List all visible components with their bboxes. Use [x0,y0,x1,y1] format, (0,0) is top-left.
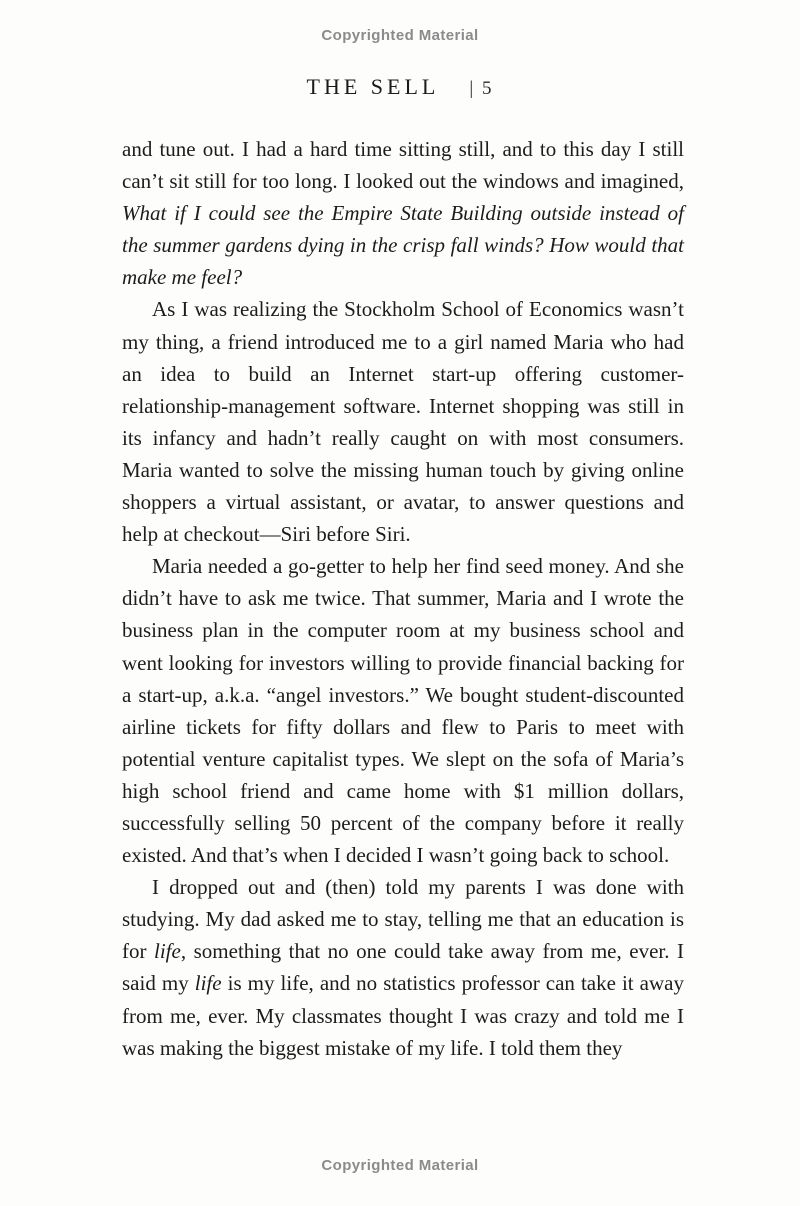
paragraph [122,871,684,1064]
paragraph [122,293,684,550]
italic-text-run: life [154,939,181,964]
page-number [469,78,493,99]
page-number-separator: | [469,78,476,99]
copyright-notice-top: Copyrighted Material [321,27,479,44]
running-header [0,74,800,100]
text-run: I dropped out and (then) told my parents I was done with studying. My dad asked me to stay, telling me that an education is for [122,875,684,964]
text-run: As I was realizing the Stockholm School of Economics wasn’t my thing, a friend introduced me to a girl named Maria who had an idea to build an Internet start-up offering customer-relationship-management software. Internet shopping was still in its infancy and hadn’t really caught on with most consumers. Maria wanted to solve the missing human touch by giving online shoppers a virtual assistant, or avatar, to answer questions and help at checkout—Siri before Siri. [122,297,684,547]
body-text [122,133,684,1064]
copyright-notice-bottom: Copyrighted Material [321,1157,479,1174]
text-run: , something that no one could take away from me, ever. I said my [122,939,684,996]
page-number-value: 5 [481,78,494,99]
chapter-title: THE SELL [306,74,440,99]
italic-text-run: What if I could see the Empire State Building outside instead of the summer gardens dying in the crisp fall winds? How would that make me feel? [122,201,684,290]
italic-text-run: life [194,971,222,996]
text-run: and tune out. I had a hard time sitting still, and to this day I still can’t sit still for too long. I looked out the windows and imagined, [122,137,684,194]
text-run: is my life, and no statistics professor can take it away from me, ever. My classmates thought I was crazy and told me I was making the biggest mistake of my life. I told them they [122,971,684,1060]
text-run: Maria needed a go-getter to help her find seed money. And she didn’t have to ask me twice. That summer, Maria and I wrote the business plan in the computer room at my business school and went looking for investors willing to provide financial backing for a start-up, a.k.a. “angel investors.” We bought student-discounted airline tickets for fifty dollars and flew to Paris to meet with potential venture capitalist types. We slept on the sofa of Maria’s high school friend and came home with $1 million dollars, successfully selling 50 percent of the company before it really existed. And that’s when I decided I wasn’t going back to school. [122,554,684,868]
paragraph [122,133,684,293]
paragraph [122,550,684,871]
